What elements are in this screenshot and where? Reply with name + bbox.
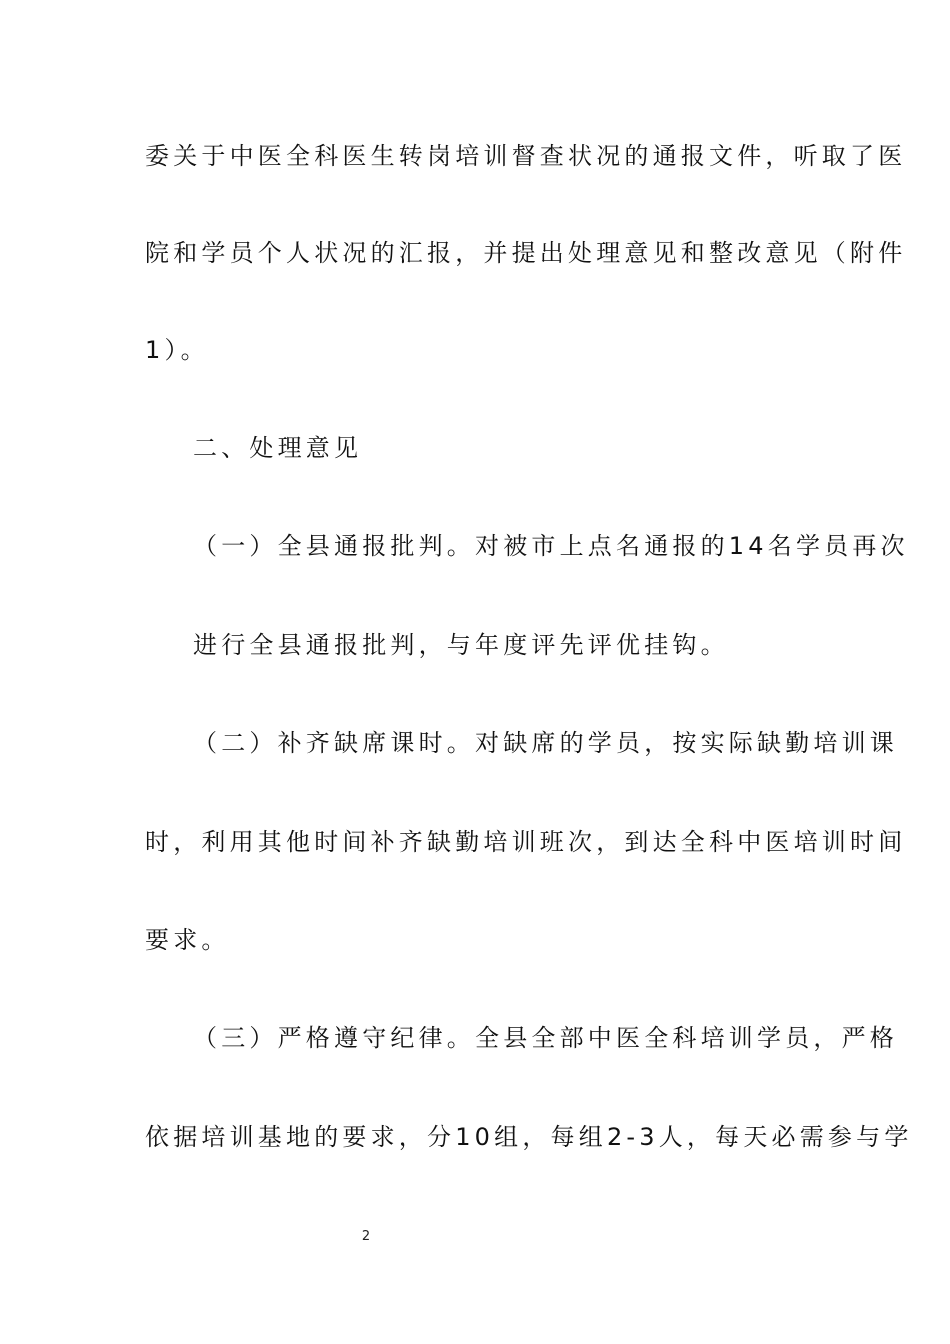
section-heading: 二、处理意见 <box>193 434 363 462</box>
paragraph-line-6: 进行全县通报批判，与年度评先评优挂钩。 <box>193 631 729 659</box>
page-number: 2 <box>361 1229 371 1244</box>
paragraph-line-3: 1）。 <box>145 336 209 364</box>
paragraph-line-9: 要求。 <box>145 926 230 954</box>
paragraph-line-8: 时，利用其他时间补齐缺勤培训班次，到达全科中医培训时间 <box>145 828 907 856</box>
paragraph-line-10: （三）严格遵守纪律。全县全部中医全科培训学员，严格 <box>193 1024 898 1052</box>
paragraph-line-5: （一）全县通报批判。对被市上点名通报的14名学员再次 <box>193 532 909 560</box>
paragraph-line-1: 委关于中医全科医生转岗培训督查状况的通报文件，听取了医 <box>145 142 907 170</box>
paragraph-line-11: 依据培训基地的要求，分10组，每组2-3人，每天必需参与学 <box>145 1123 913 1151</box>
paragraph-line-7: （二）补齐缺席课时。对缺席的学员，按实际缺勤培训课 <box>193 729 898 757</box>
paragraph-line-2: 院和学员个人状况的汇报，并提出处理意见和整改意见（附件 <box>145 239 907 267</box>
